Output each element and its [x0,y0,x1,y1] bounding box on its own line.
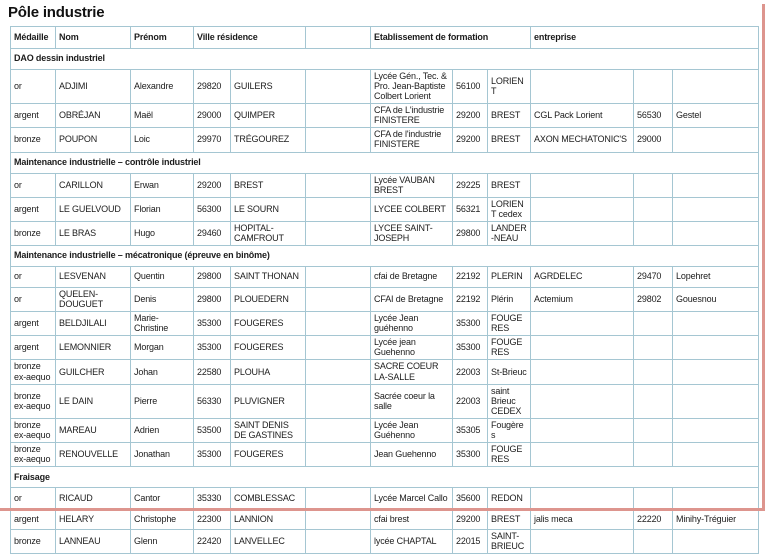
cell-ville_residence: COMBLESSAC [231,488,306,509]
cell-spacer [306,104,371,128]
cell-entreprise [531,488,634,509]
cell-ville_residence: PLUVIGNER [231,384,306,418]
section-title: Maintenance industrielle – contrôle industriel [11,152,759,173]
cell-ville_residence: GUILERS [231,70,306,104]
cell-ville_entreprise [673,443,759,467]
col-header-spacer [306,27,371,49]
cell-nom: LE GUELVOUD [56,197,131,221]
cell-cp_etablissement: 35300 [453,312,488,336]
cell-prenom: Adrien [131,418,194,442]
cell-prenom: Quentin [131,267,194,288]
cell-nom: CARILLON [56,173,131,197]
cell-ville_entreprise: Gouesnou [673,288,759,312]
cell-spacer [306,173,371,197]
table-row [11,312,759,336]
cell-ville_etablissement: Fougères [488,418,531,442]
cell-prenom: Florian [131,197,194,221]
cell-etablissement: lycée CHAPTAL [371,530,453,554]
cell-entreprise: AGRDELEC [531,267,634,288]
cell-etablissement: Lycée jean Guehenno [371,336,453,360]
cell-ville_entreprise [673,70,759,104]
cell-etablissement: CFAI de Bretagne [371,288,453,312]
cell-entreprise [531,530,634,554]
cell-spacer [306,336,371,360]
section-row [11,152,759,173]
cell-ville_residence: QUIMPER [231,104,306,128]
cell-ville_entreprise: Lopehret [673,267,759,288]
cell-ville_etablissement: PLERIN [488,267,531,288]
cell-cp_etablissement: 29200 [453,509,488,530]
cell-cp_residence: 56300 [194,197,231,221]
cell-ville_residence: TRÉGOUREZ [231,128,306,152]
col-header-ville-residence: Ville résidence [194,27,306,49]
cell-ville_entreprise [673,197,759,221]
cell-spacer [306,267,371,288]
cell-nom: HELARY [56,509,131,530]
cell-cp_residence: 35300 [194,336,231,360]
cell-cp_residence: 29800 [194,288,231,312]
cell-nom: LEMONNIER [56,336,131,360]
cell-ville_entreprise [673,173,759,197]
cell-cp_etablissement: 56321 [453,197,488,221]
cell-cp_entreprise [634,530,673,554]
cell-etablissement: Sacrée coeur la salle [371,384,453,418]
cell-ville_etablissement: BREST [488,104,531,128]
cell-medaille: argent [11,509,56,530]
col-header-entreprise: entreprise [531,27,759,49]
cell-cp_entreprise: 22220 [634,509,673,530]
cell-cp_etablissement: 35305 [453,418,488,442]
cell-nom: ADJIMI [56,70,131,104]
cell-medaille: bronze ex-aequo [11,418,56,442]
cell-ville_entreprise [673,128,759,152]
cell-cp_entreprise: 56530 [634,104,673,128]
col-header-medaille: Médaille [11,27,56,49]
cell-medaille: argent [11,104,56,128]
cell-entreprise [531,221,634,245]
section-title: DAO dessin industriel [11,49,759,70]
cell-ville_entreprise [673,488,759,509]
cell-ville_etablissement: BREST [488,128,531,152]
page [0,4,768,552]
cell-entreprise [531,70,634,104]
cell-spacer [306,197,371,221]
cell-medaille: bronze [11,221,56,245]
cell-ville_entreprise [673,221,759,245]
cell-spacer [306,312,371,336]
cell-cp_entreprise [634,418,673,442]
cell-medaille: argent [11,336,56,360]
cell-ville_etablissement: BREST [488,509,531,530]
cell-nom: LESVENAN [56,267,131,288]
cell-cp_entreprise: 29000 [634,128,673,152]
cell-medaille: bronze ex-aequo [11,384,56,418]
cell-etablissement: CFA de l'industrie FINISTERE [371,128,453,152]
cell-ville_etablissement: Plérin [488,288,531,312]
cell-medaille: argent [11,312,56,336]
cell-ville_etablissement: LANDER-NEAU [488,221,531,245]
cell-cp_residence: 56330 [194,384,231,418]
results-table [10,26,759,554]
cell-spacer [306,418,371,442]
section-row [11,467,759,488]
cell-entreprise [531,360,634,384]
results-table-body [11,49,759,554]
table-row [11,443,759,467]
cell-entreprise: Actemium [531,288,634,312]
cell-cp_entreprise [634,443,673,467]
cell-cp_etablissement: 29800 [453,221,488,245]
cell-ville_residence: LANVELLEC [231,530,306,554]
header-row [11,27,759,49]
cell-spacer [306,288,371,312]
cell-entreprise [531,418,634,442]
cell-entreprise [531,197,634,221]
cell-etablissement: Jean Guehenno [371,443,453,467]
cell-cp_residence: 22300 [194,509,231,530]
cell-prenom: Loic [131,128,194,152]
cell-entreprise [531,443,634,467]
cell-spacer [306,221,371,245]
cell-entreprise [531,336,634,360]
section-title: Maintenance industrielle – mécatronique (épreuve en binôme) [11,246,759,267]
cell-ville_entreprise: Minihy-Tréguier [673,509,759,530]
cell-cp_entreprise [634,488,673,509]
cell-medaille: or [11,267,56,288]
cell-etablissement: SACRE COEUR LA-SALLE [371,360,453,384]
cell-nom: QUELEN-DOUGUET [56,288,131,312]
table-row [11,197,759,221]
cell-nom: LE DAIN [56,384,131,418]
cell-nom: POUPON [56,128,131,152]
table-row [11,384,759,418]
section-title: Fraisage [11,467,759,488]
table-row [11,336,759,360]
cell-cp_entreprise [634,312,673,336]
cell-medaille: bronze [11,530,56,554]
cell-medaille: or [11,488,56,509]
cell-cp_etablissement: 35300 [453,336,488,360]
cell-ville_residence: HOPITAL-CAMFROUT [231,221,306,245]
cell-nom: RICAUD [56,488,131,509]
cell-cp_entreprise [634,70,673,104]
table-row [11,70,759,104]
cell-cp_etablissement: 29225 [453,173,488,197]
table-row [11,221,759,245]
cell-cp_residence: 22580 [194,360,231,384]
cell-medaille: bronze [11,128,56,152]
cell-ville_residence: PLOUHA [231,360,306,384]
cell-cp_etablissement: 56100 [453,70,488,104]
cell-entreprise: jalis meca [531,509,634,530]
cell-ville_residence: LANNION [231,509,306,530]
cell-prenom: Maël [131,104,194,128]
cell-ville_etablissement: SAINT-BRIEUC [488,530,531,554]
cell-cp_etablissement: 22192 [453,267,488,288]
table-row [11,128,759,152]
cell-cp_etablissement: 22003 [453,384,488,418]
cell-prenom: Jonathan [131,443,194,467]
col-header-prenom: Prénom [131,27,194,49]
cell-nom: MAREAU [56,418,131,442]
cell-cp_entreprise [634,384,673,418]
col-header-etablissement: Etablissement de formation [371,27,531,49]
cell-cp_etablissement: 22003 [453,360,488,384]
cell-prenom: Denis [131,288,194,312]
cell-entreprise [531,312,634,336]
table-row [11,488,759,509]
cell-cp_etablissement: 35300 [453,443,488,467]
cell-prenom: Johan [131,360,194,384]
col-header-nom: Nom [56,27,131,49]
cell-prenom: Pierre [131,384,194,418]
cell-etablissement: Lycée Jean Guéhenno [371,418,453,442]
section-row [11,49,759,70]
cell-entreprise [531,173,634,197]
cell-medaille: or [11,288,56,312]
cell-nom: LE BRAS [56,221,131,245]
cell-nom: BELDJILALI [56,312,131,336]
cell-etablissement: Lycée Gén., Tec. & Pro. Jean-Baptiste Colbert Lorient [371,70,453,104]
cell-etablissement: cfai de Bretagne [371,267,453,288]
cell-medaille: bronze ex-aequo [11,443,56,467]
cell-medaille: or [11,70,56,104]
cell-cp_residence: 35300 [194,443,231,467]
cell-spacer [306,530,371,554]
cell-cp_residence: 29000 [194,104,231,128]
table-row [11,418,759,442]
cell-prenom: Erwan [131,173,194,197]
cell-entreprise [531,384,634,418]
cell-cp_entreprise [634,336,673,360]
cell-spacer [306,509,371,530]
cell-cp_etablissement: 22015 [453,530,488,554]
cell-cp_entreprise [634,360,673,384]
cell-ville_entreprise: Gestel [673,104,759,128]
cell-medaille: or [11,173,56,197]
cell-medaille: bronze ex-aequo [11,360,56,384]
cell-ville_residence: BREST [231,173,306,197]
page-title: Pôle industrie [8,4,105,21]
cell-prenom: Morgan [131,336,194,360]
cell-ville_residence: FOUGERES [231,336,306,360]
cell-ville_entreprise [673,312,759,336]
cell-cp_residence: 29800 [194,267,231,288]
cell-spacer [306,128,371,152]
cell-etablissement: LYCEE SAINT-JOSEPH [371,221,453,245]
cell-spacer [306,360,371,384]
cell-cp_etablissement: 35600 [453,488,488,509]
cell-cp_residence: 29970 [194,128,231,152]
cell-cp_residence: 22420 [194,530,231,554]
cell-etablissement: Lycée Jean guéhenno [371,312,453,336]
table-row [11,267,759,288]
cell-ville_entreprise [673,418,759,442]
cell-cp_entreprise: 29802 [634,288,673,312]
cell-prenom: Glenn [131,530,194,554]
cell-spacer [306,443,371,467]
cell-nom: LANNEAU [56,530,131,554]
cell-cp_etablissement: 29200 [453,128,488,152]
cell-spacer [306,488,371,509]
section-row [11,246,759,267]
cell-prenom: Marie-Christine [131,312,194,336]
table-row [11,509,759,530]
table-row [11,288,759,312]
cell-prenom: Christophe [131,509,194,530]
cell-cp_residence: 29460 [194,221,231,245]
cell-ville_etablissement: BREST [488,173,531,197]
cell-prenom: Cantor [131,488,194,509]
cell-cp_residence: 29200 [194,173,231,197]
cell-ville_etablissement: saint Brieuc CEDEX [488,384,531,418]
table-row [11,104,759,128]
cell-ville_etablissement: LORIENT cedex [488,197,531,221]
cell-ville_residence: FOUGERES [231,443,306,467]
cell-entreprise: AXON MECHATONIC'S [531,128,634,152]
cell-ville_entreprise [673,530,759,554]
table-row [11,530,759,554]
cell-ville_residence: FOUGERES [231,312,306,336]
cell-nom: GUILCHER [56,360,131,384]
cell-cp_residence: 53500 [194,418,231,442]
cell-ville_etablissement: FOUGERES [488,443,531,467]
cell-nom: RENOUVELLE [56,443,131,467]
cell-etablissement: Lycée Marcel Callo [371,488,453,509]
cell-ville_residence: LE SOURN [231,197,306,221]
cell-ville_etablissement: FOUGERES [488,336,531,360]
cell-ville_entreprise [673,360,759,384]
cell-spacer [306,384,371,418]
cell-ville_etablissement: FOUGERES [488,312,531,336]
cell-ville_residence: SAINT DENIS DE GASTINES [231,418,306,442]
cell-prenom: Alexandre [131,70,194,104]
cell-cp_entreprise [634,221,673,245]
cell-cp_residence: 29820 [194,70,231,104]
cell-ville_etablissement: LORIENT [488,70,531,104]
table-row [11,360,759,384]
cell-ville_etablissement: REDON [488,488,531,509]
cell-ville_entreprise [673,336,759,360]
cell-nom: OBRÉJAN [56,104,131,128]
cell-cp_entreprise [634,197,673,221]
cell-spacer [306,70,371,104]
cell-cp_entreprise [634,173,673,197]
cell-etablissement: LYCEE COLBERT [371,197,453,221]
cell-cp_residence: 35330 [194,488,231,509]
cell-ville_entreprise [673,384,759,418]
cell-ville_residence: PLOUEDERN [231,288,306,312]
cell-ville_etablissement: St-Brieuc [488,360,531,384]
cell-prenom: Hugo [131,221,194,245]
cell-entreprise: CGL Pack Lorient [531,104,634,128]
cell-cp_entreprise: 29470 [634,267,673,288]
cell-cp_residence: 35300 [194,312,231,336]
cell-cp_etablissement: 22192 [453,288,488,312]
cell-medaille: argent [11,197,56,221]
table-row [11,173,759,197]
cell-ville_residence: SAINT THONAN [231,267,306,288]
cell-etablissement: CFA de L'industrie FINISTERE [371,104,453,128]
cell-etablissement: Lycée VAUBAN BREST [371,173,453,197]
cell-cp_etablissement: 29200 [453,104,488,128]
cell-etablissement: cfai brest [371,509,453,530]
